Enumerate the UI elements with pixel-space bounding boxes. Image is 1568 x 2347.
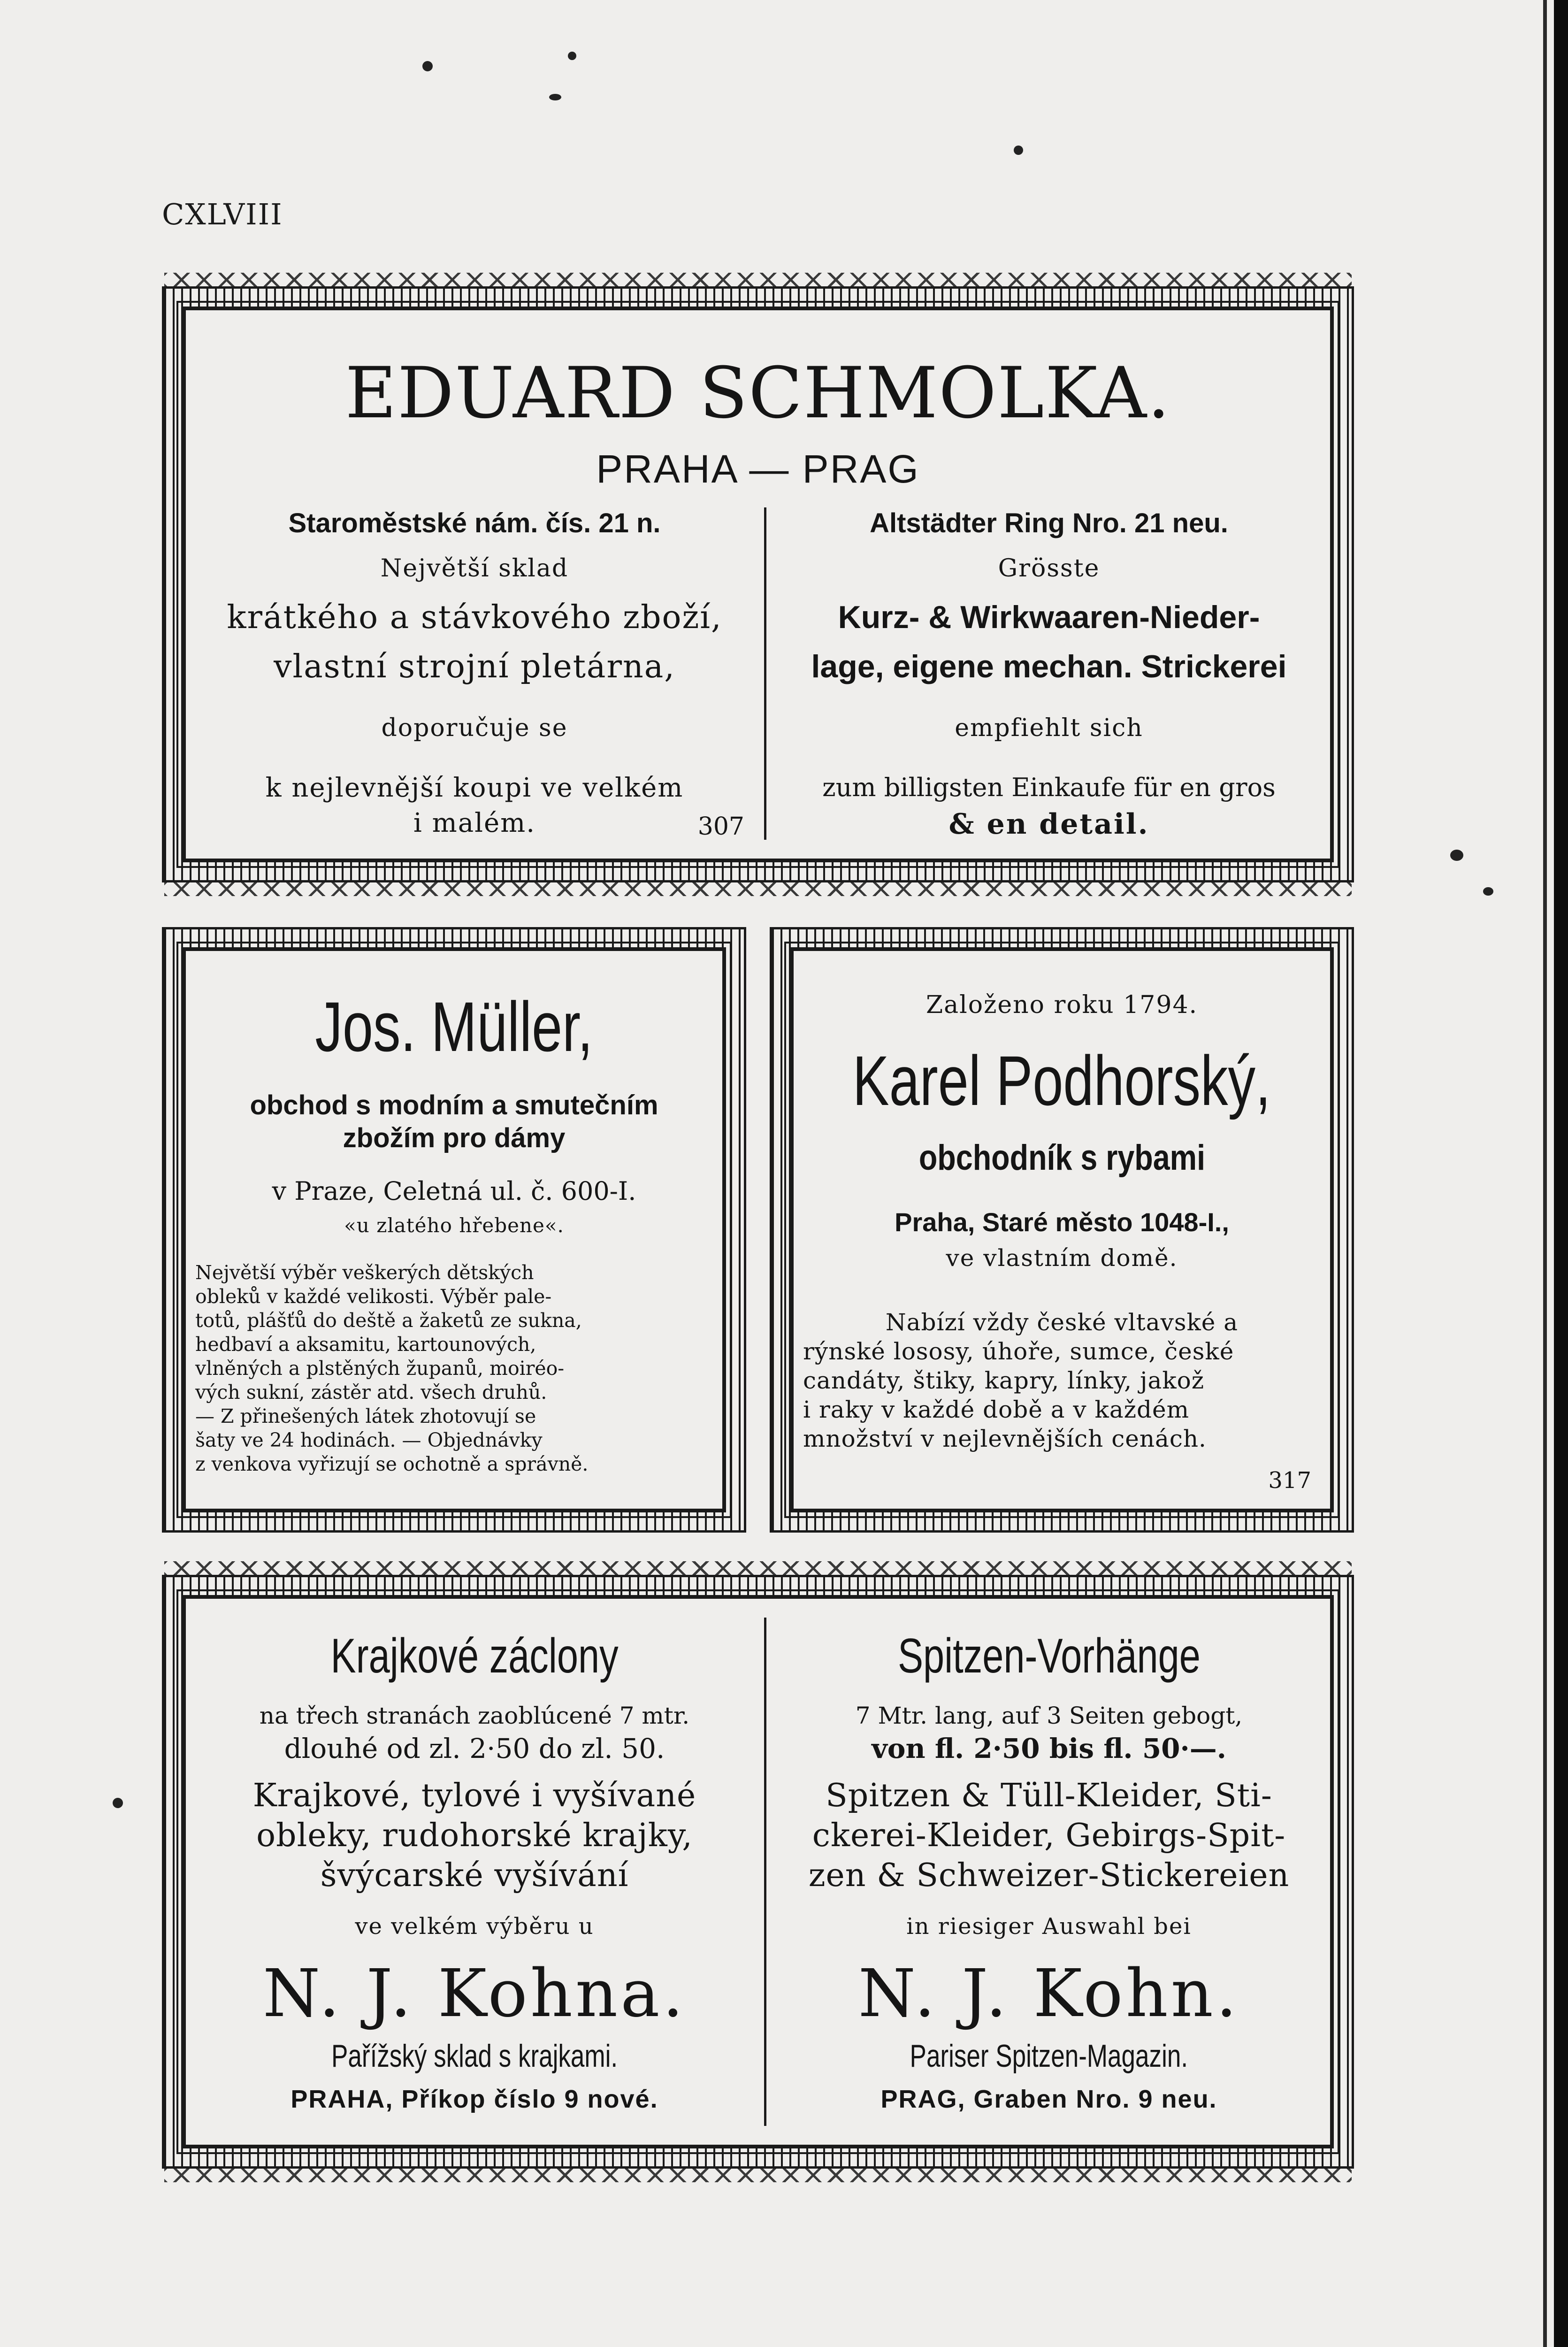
ad-line: v Praze, Celetná ul. č. 600-I.	[272, 1176, 636, 1206]
czech-line: vlastní strojní pletárna,	[274, 648, 675, 685]
ad-frame	[182, 947, 726, 1512]
page-number: CXLVIII	[162, 197, 283, 231]
german-line: & en detail.	[948, 808, 1149, 841]
column-title	[186, 1627, 763, 1684]
body-text	[803, 1308, 1321, 1453]
address-line: PRAG, Graben Nro. 9 neu.	[880, 2085, 1217, 2113]
ad-line: 7 Mtr. lang, auf 3 Seiten gebogt,	[855, 1702, 1243, 1729]
ad-frame	[182, 307, 1334, 862]
ad-line: «u zlatého hřebene«.	[344, 1214, 564, 1237]
column-divider	[764, 507, 766, 840]
ad-line: ve velkém výběru u	[355, 1913, 594, 1940]
german-address: Altstädter Ring Nro. 21 neu.	[870, 508, 1228, 538]
body-line: Největší výběr veškerých dětských	[195, 1261, 534, 1284]
shop-text: Pařížský sklad s krajkami.	[331, 2038, 618, 2074]
ad-line: zen & Schweizer-Stickereien	[808, 1857, 1290, 1894]
city-heading: PRAHA — PRAG	[596, 447, 920, 491]
zigzag-border	[164, 273, 1352, 287]
ink-speck	[568, 52, 576, 60]
czech-line: k nejlevnější koupi ve velkém	[265, 773, 684, 803]
body-line: Nabízí vždy české vltavské a	[885, 1309, 1239, 1336]
trade-line	[794, 1136, 1330, 1178]
body-line: totů, plášťů do deště a žaketů ze sukna,	[195, 1309, 582, 1332]
founded-line: Založeno roku 1794.	[926, 991, 1198, 1019]
ad-line: švýcarské vyšívání	[320, 1857, 629, 1894]
german-line: zum billigsten Einkaufe für en gros	[822, 773, 1276, 802]
trade-text: obchodník s rybami	[918, 1138, 1205, 1178]
body-line: šaty ve 24 hodinách. — Objednávky	[195, 1429, 543, 1451]
zigzag-border	[164, 1561, 1352, 1575]
column-title-text: Spitzen-Vorhänge	[897, 1629, 1201, 1683]
column-title	[768, 1627, 1330, 1684]
ad-karel-podhorsky	[770, 927, 1354, 1533]
ad-line: zbožím pro dámy	[343, 1123, 566, 1153]
body-line: — Z přinešených látek zhotovují se	[195, 1405, 536, 1427]
german-line: Grösste	[998, 554, 1100, 583]
ad-n-j-kohn	[162, 1575, 1354, 2169]
merchant-name	[186, 986, 722, 1068]
german-line: empfiehlt sich	[955, 714, 1143, 742]
zigzag-border	[164, 882, 1352, 896]
czech-line: doporučuje se	[381, 714, 568, 742]
body-line: z venkova vyřizují se ochotně a správně.	[195, 1453, 589, 1475]
ad-frame	[790, 947, 1334, 1512]
house-line: ve vlastním domě.	[946, 1244, 1178, 1272]
czech-address: Staroměstské nám. čís. 21 n.	[288, 508, 661, 538]
ad-line: in riesiger Auswahl bei	[906, 1913, 1192, 1940]
body-text	[195, 1261, 713, 1476]
ad-line: Krajkové, tylové i vyšívané	[252, 1777, 696, 1814]
ink-speck	[1450, 850, 1463, 861]
czech-column	[186, 1599, 763, 2145]
body-line: vlněných a plstěných županů, moiréo-	[195, 1357, 565, 1380]
ink-speck	[549, 94, 561, 100]
merchant-name: N. J. Kohn.	[858, 1956, 1240, 2032]
ad-line: Spitzen & Tüll-Kleider, Sti-	[826, 1777, 1272, 1814]
merchant-name: N. J. Kohna.	[262, 1956, 687, 2032]
ink-speck	[1483, 887, 1493, 896]
shop-line	[768, 2038, 1330, 2075]
ad-line: dlouhé od zl. 2·50 do zl. 50.	[284, 1733, 665, 1764]
ad-line: obchod s modním a smutečním	[250, 1090, 658, 1120]
merchant-name-text: Karel Podhorský,	[853, 1041, 1271, 1120]
german-line: lage, eigene mechan. Strickerei	[811, 649, 1287, 684]
body-line: i raky v každé době a v každém	[803, 1396, 1190, 1423]
ad-jos-muller	[162, 927, 746, 1533]
ad-number: 307	[697, 813, 744, 841]
body-line: rýnské lososy, úhoře, sumce, české	[803, 1338, 1234, 1365]
scan-edge	[1554, 0, 1568, 2347]
scan-edge-line	[1543, 0, 1547, 2347]
ad-eduard-schmolka	[162, 286, 1354, 882]
ad-line: obleky, rudohorské krajky,	[256, 1817, 693, 1854]
ad-line: von fl. 2·50 bis fl. 50·—.	[872, 1733, 1226, 1764]
shop-text: Pariser Spitzen-Magazin.	[910, 2038, 1188, 2074]
czech-column	[186, 310, 763, 859]
czech-line: Největší sklad	[380, 554, 569, 583]
ad-number: 317	[1268, 1467, 1311, 1494]
german-line: Kurz- & Wirkwaaren-Nieder-	[838, 599, 1260, 635]
address-line: PRAHA, Příkop číslo 9 nové.	[291, 2085, 658, 2113]
address-line: Praha, Staré město 1048-I.,	[895, 1207, 1229, 1237]
czech-line: i malém.	[413, 808, 536, 838]
column-divider	[764, 1618, 766, 2126]
zigzag-border	[164, 2168, 1352, 2182]
merchant-name-text: Jos. Müller,	[315, 987, 593, 1066]
body-line: obleků v každé velikosti. Výběr pale-	[195, 1285, 552, 1308]
shop-line	[186, 2038, 763, 2075]
merchant-name	[794, 1040, 1330, 1122]
ink-speck	[422, 61, 433, 71]
body-line: candáty, štiky, kapry, línky, jakož	[803, 1367, 1205, 1394]
body-line: hedbaví a aksamitu, kartounových,	[195, 1333, 536, 1356]
german-column	[768, 1599, 1330, 2145]
ink-speck	[1014, 146, 1023, 155]
ink-speck	[113, 1798, 123, 1808]
german-column	[768, 310, 1330, 859]
czech-line: krátkého a stávkového zboží,	[227, 599, 722, 636]
body-line: vých sukní, zástěr atd. všech druhů.	[195, 1381, 547, 1404]
body-line: množství v nejlevnějších cenách.	[803, 1425, 1207, 1452]
company-name: EDUARD SCHMOLKA.	[345, 353, 1171, 434]
ad-line: ckerei-Kleider, Gebirgs-Spit-	[812, 1817, 1286, 1854]
ad-frame	[182, 1595, 1334, 2148]
ad-line: na třech stranách zaoblúcené 7 mtr.	[259, 1702, 690, 1729]
column-title-text: Krajkové záclony	[330, 1629, 619, 1683]
